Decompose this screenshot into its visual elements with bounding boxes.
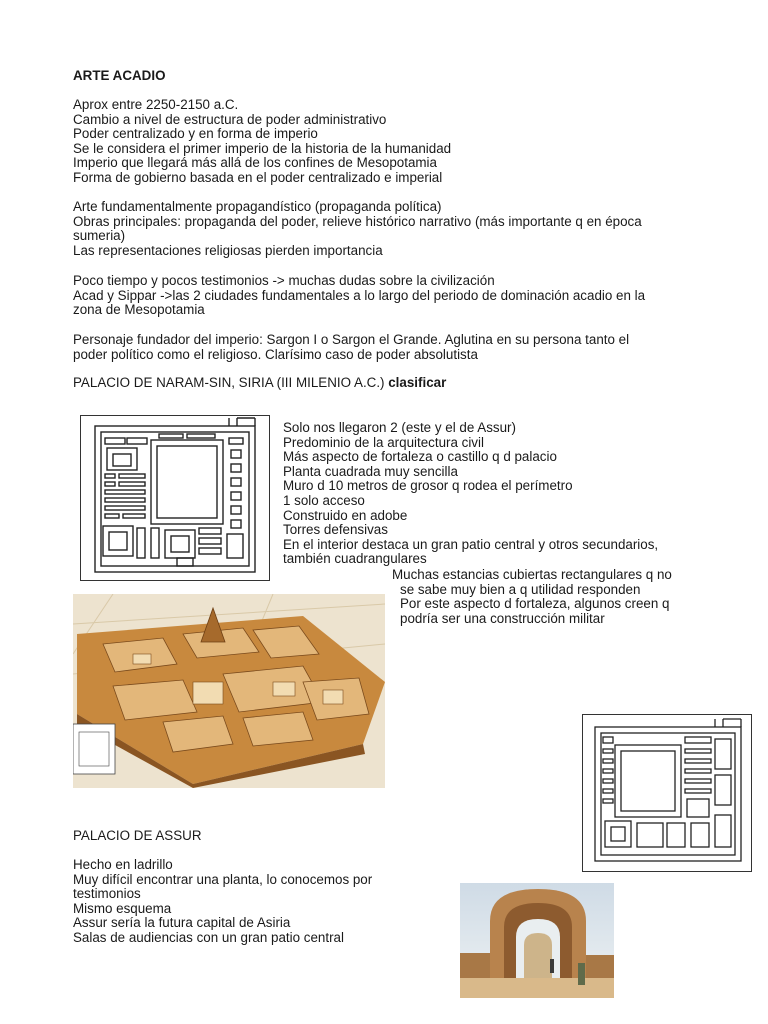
naram-sin-heading-text: PALACIO DE NARAM-SIN, SIRIA (III MILENIO A.C.) — [73, 375, 389, 390]
founder-line: poder político como el religioso. Clarísimo caso de poder absolutista — [73, 346, 478, 362]
testimony-line: Poco tiempo y pocos testimonios -> muchas dudas sobre la civilización — [73, 273, 495, 288]
assur-point: Mismo esquema — [73, 900, 172, 916]
intro-line: Cambio a nivel de estructura de poder administrativo — [73, 111, 387, 127]
assur-point: Assur sería la futura capital de Asiria — [73, 915, 291, 931]
naram-extra-line: se sabe muy bien a q utilidad responden — [400, 581, 641, 597]
assur-floor-plan — [582, 714, 752, 872]
naram-point: Predominio de la arquitectura civil — [283, 434, 484, 450]
naram-sin-heading — [73, 376, 446, 391]
naram-point: Planta cuadrada muy sencilla — [283, 463, 458, 479]
testimony-line: zona de Mesopotamia — [73, 302, 205, 318]
art-line: Las representaciones religiosas pierden importancia — [73, 242, 383, 258]
founder-paragraph — [73, 333, 629, 362]
art-line: Obras principales: propaganda del poder, relieve histórico narrativo (más importante q en época — [73, 213, 642, 229]
testimony-line: Acad y Sippar ->las 2 ciudades fundamentales a lo largo del periodo de dominación acadio en la — [73, 287, 646, 303]
naram-extra-line: podría ser una construcción militar — [400, 610, 605, 626]
assur-point: testimonios — [73, 886, 141, 902]
arch-photo — [460, 883, 614, 998]
intro-list — [73, 98, 451, 186]
palace-reconstruction-image — [73, 594, 385, 788]
naram-point: Construido en adobe — [283, 507, 408, 523]
intro-line: Se le considera el primer imperio de la historia de la humanidad — [73, 140, 452, 156]
naram-point: 1 solo acceso — [283, 492, 365, 508]
intro-line: Forma de gobierno basada en el poder centralizado e imperial — [73, 169, 443, 185]
assur-heading: PALACIO DE ASSUR — [73, 828, 202, 843]
assur-point: Salas de audiencias con un gran patio central — [73, 929, 344, 945]
naram-point: Más aspecto de fortaleza o castillo q d palacio — [283, 449, 557, 465]
assur-point: Hecho en ladrillo — [73, 857, 173, 872]
naram-sin-extra — [392, 568, 672, 626]
naram-point: En el interior destaca un gran patio central y otros secundarios, — [283, 536, 659, 552]
intro-line: Imperio que llegará más allá de los confines de Mesopotamia — [73, 155, 437, 171]
naram-sin-floor-plan — [80, 415, 270, 581]
naram-point: también cuadrangulares — [283, 551, 427, 567]
art-line: Arte fundamentalmente propagandístico (propaganda política) — [73, 199, 442, 214]
intro-line: Poder centralizado y en forma de imperio — [73, 126, 318, 142]
page-title: ARTE ACADIO — [73, 68, 166, 83]
naram-extra-line: Por este aspecto d fortaleza, algunos creen q — [400, 596, 670, 612]
founder-line: Personaje fundador del imperio: Sargon I o Sargon el Grande. Aglutina en su persona tanto el — [73, 332, 630, 347]
naram-sin-points — [283, 421, 658, 567]
naram-point: Muro d 10 metros de grosor q rodea el perímetro — [283, 478, 573, 494]
naram-point: Torres defensivas — [283, 522, 388, 538]
assur-point: Muy difícil encontrar una planta, lo conocemos por — [73, 871, 373, 887]
naram-sin-heading-note: clasificar — [388, 375, 447, 390]
intro-line: Aprox entre 2250-2150 a.C. — [73, 97, 239, 112]
art-list — [73, 200, 642, 258]
naram-extra-line: Muchas estancias cubiertas rectangulares q no — [392, 567, 672, 582]
assur-points — [73, 858, 372, 946]
testimonies-list — [73, 274, 645, 318]
naram-point: Solo nos llegaron 2 (este y el de Assur) — [283, 420, 516, 435]
art-line: sumeria) — [73, 228, 126, 244]
